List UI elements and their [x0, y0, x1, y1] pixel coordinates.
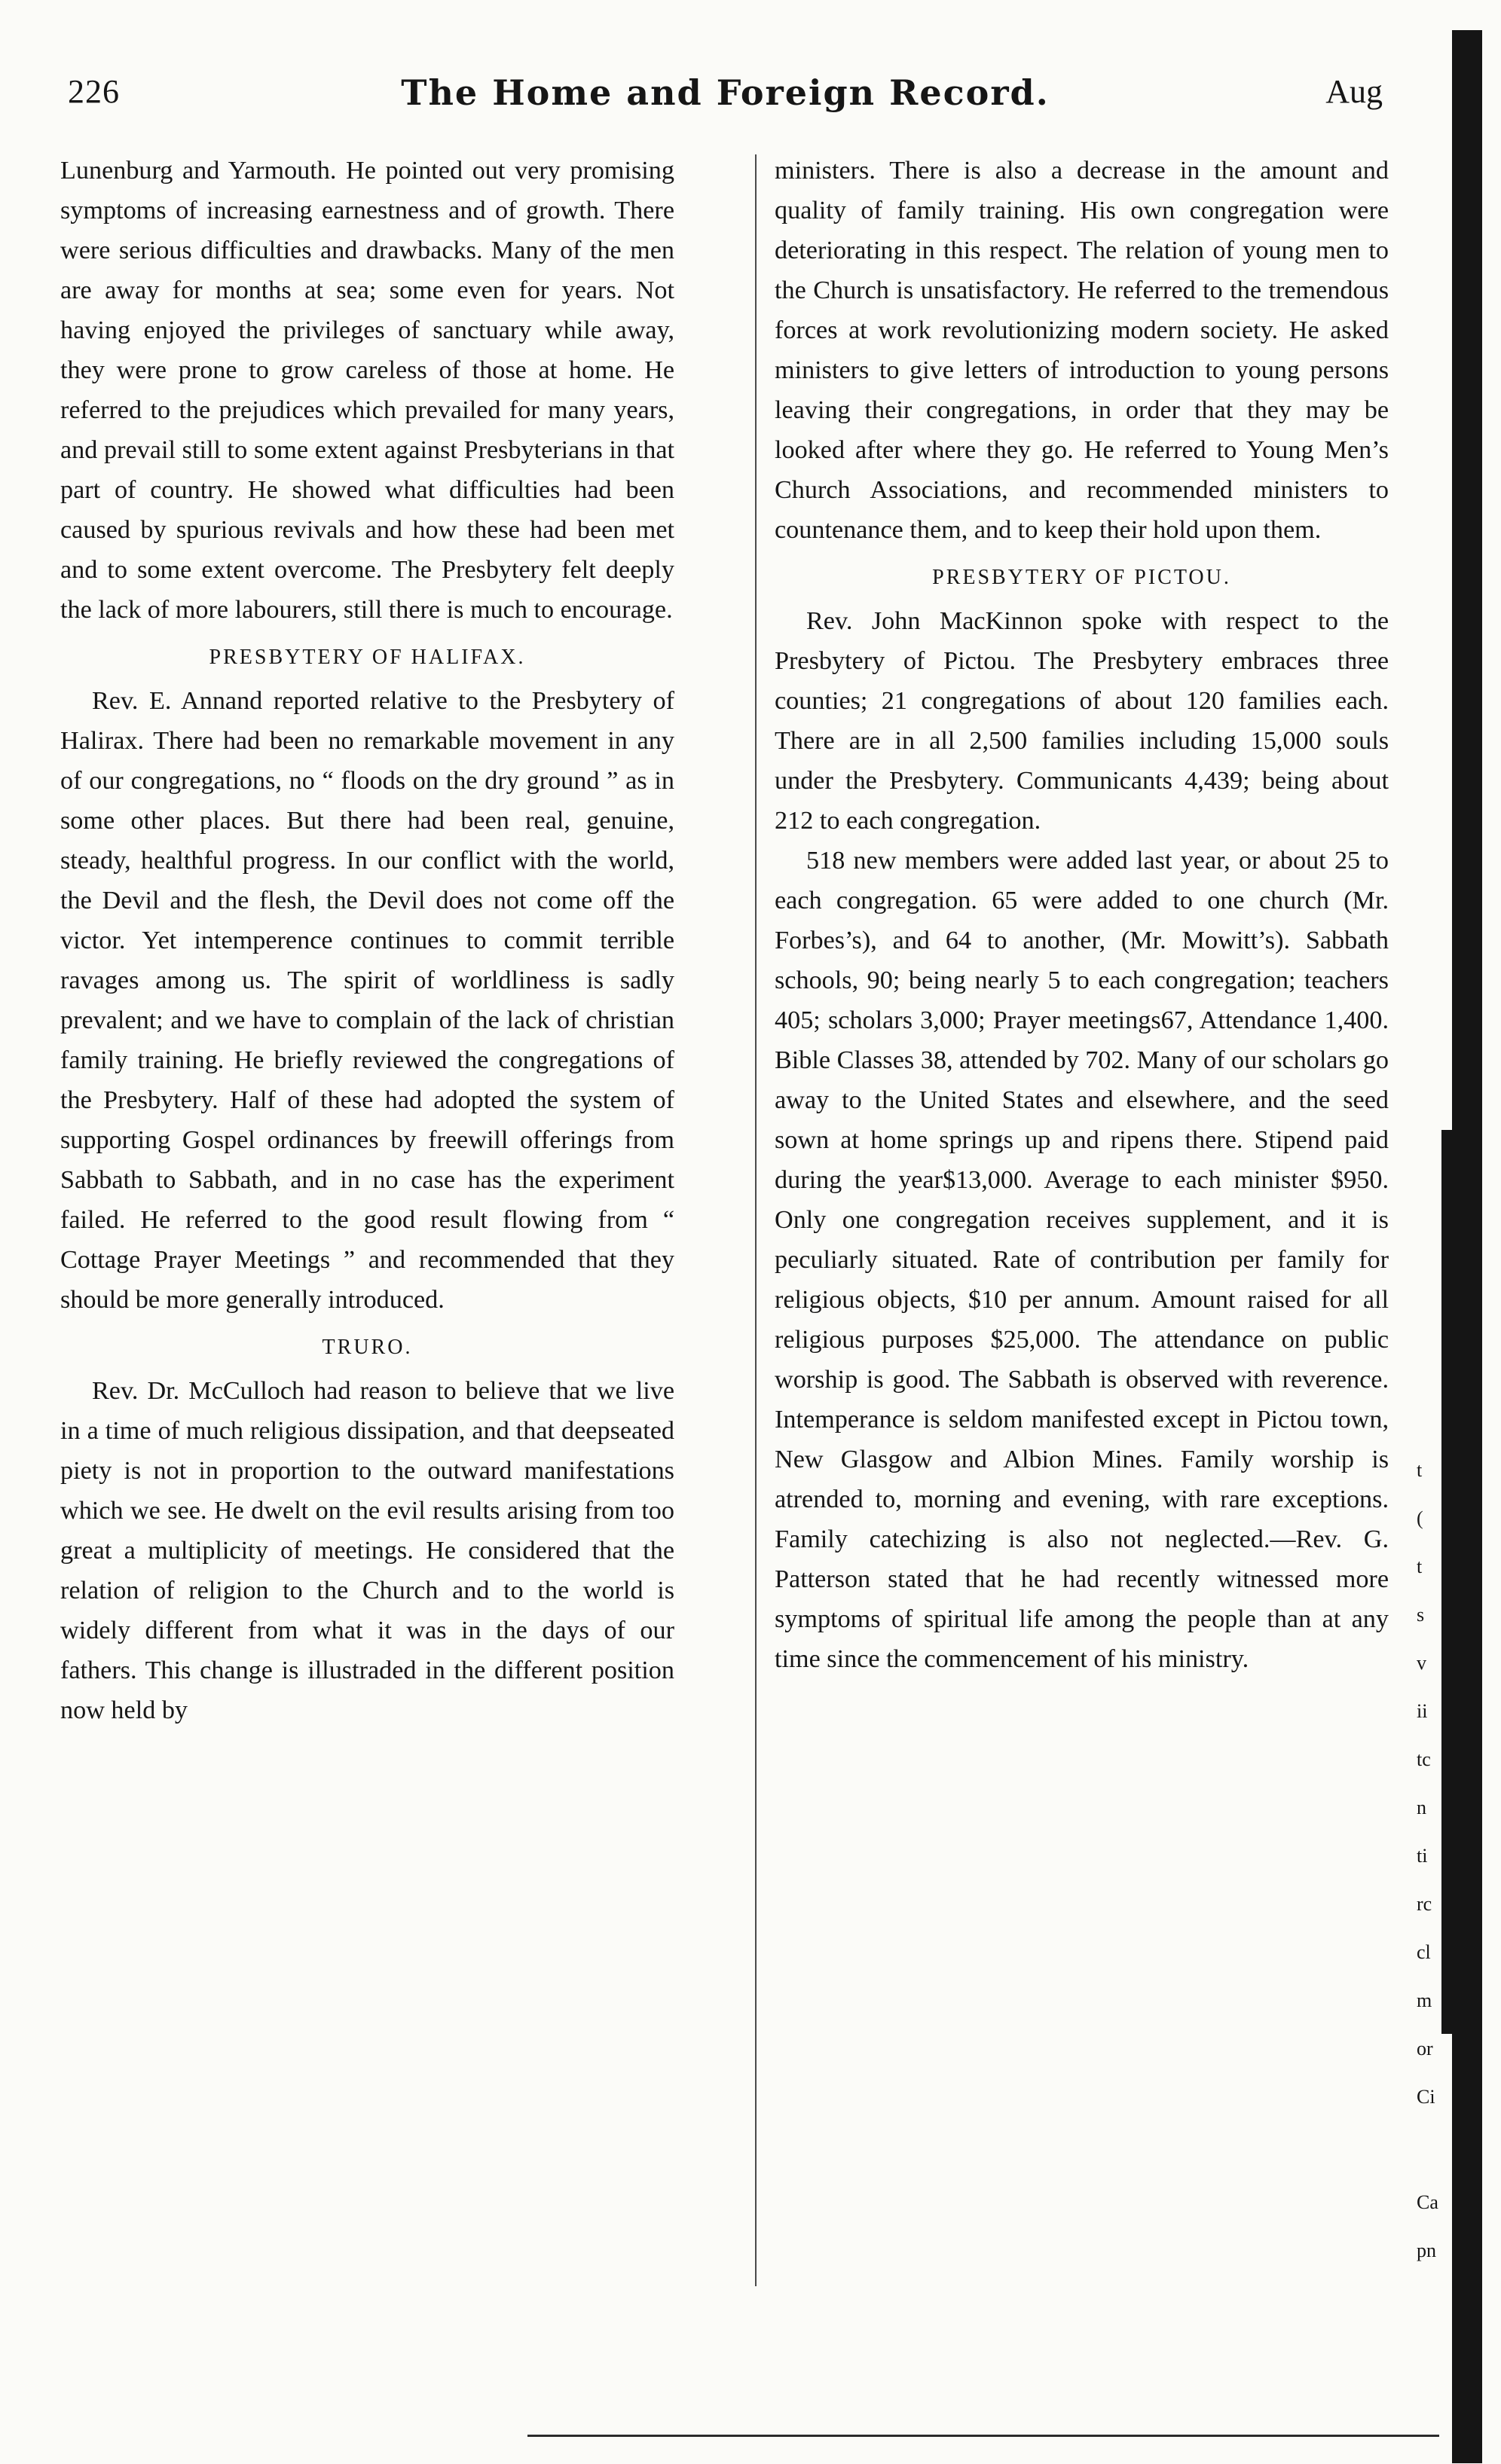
paragraph-pictou-statistics: 518 new members were added last year, or about 25 to each congregation. 65 were added to one church (Mr. Forbes’s), and 64 to another, (Mr. Mowitt’s). Sabbath schools, 90; being nearly 5 to each congregation; teachers 405; scholars 3,000; Prayer meetings67, Attendance 1,400. Bible Classes 38, attended by 702. Many of our scholars go away to the United States and elsewhere, and the seed sown at home springs up and ripens there. Stipend paid during the year$13,000. Average to each minister $950. Only one congregation receives supplement, and it is peculiarly situated. Rate of contribution per family for religious objects, $10 per annum. Amount raised for all religious purposes $25,000. The attendance on public worship is good. The Sabbath is observed with reverence. Intemperance is seldom manifested except in Pictou town, New Glasgow and Albion Mines. Family worship is atrended to, morning and evening, with rare exceptions. Family catechizing is also not neglected.—Rev. G. Patterson stated that he had recently witnessed more symptoms of spiritual life among the people than at any time since the commencement of his ministry. [775, 847, 1389, 1673]
margin-fragment: or [1417, 2038, 1433, 2059]
heading-presbytery-pictou: PRESBYTERY OF PICTOU. [932, 566, 1231, 589]
margin-fragment: pn [1417, 2240, 1436, 2261]
paragraph-ministers: ministers. There is also a decrease in the amount and quality of family training. His own congregation were deteriorating in this respect. The relation of young men to the Church is unsatisfactory. He referred to the tremendous forces at work revolutionizing modern society. He asked ministers to give letters of introduction to young persons leaving their congregations, in order that they may be looked after where they go. He referred to Young Men’s Church Associations, and recommended ministers to countenance them, and to keep their hold upon them. [775, 157, 1389, 544]
scanned-page-edge [1452, 30, 1482, 2463]
margin-fragment: s [1417, 1604, 1425, 1626]
paragraph-pictou: Rev. John MacKinnon spoke with respect to the Presbytery of Pictou. The Presbytery embraces three counties; 21 congregations of about 120 families each. There are in all 2,500 families including 15,000 souls under the Presbytery. Communicants 4,439; being about 212 to each congregation. [775, 607, 1389, 835]
paragraph-truro: Rev. Dr. McCulloch had reason to believe that we live in a time of much religious dissipation, and that deepseated piety is not in proportion to the outward manifestations which we see. He dwelt on the evil results arising from too great a multiplicity of meetings. He considered that the relation of religion to the Church and to the world is widely different from what it was in the days of our fathers. This change is illustraded in the different position now held by [60, 1377, 674, 1724]
paragraph-lunenburg: Lunenburg and Yarmouth. He pointed out very promising symptoms of increasing earnestness and of growth. There were serious difficulties and drawbacks. Many of the men are away for months at sea; some even for years. Not having enjoyed the privileges of sanctuary while away, they were prone to grow careless of those at home. He referred to the prejudices which prevailed for many years, and prevail still to some extent against Presbyterians in that part of country. He showed what difficulties had been caused by spurious revivals and how these had been met and to some extent overcome. The Presbytery felt deeply the lack of more labourers, still there is much to encourage. [60, 157, 674, 624]
running-header [68, 72, 1383, 125]
publication-title: The Home and Foreign Record. [401, 72, 1050, 113]
margin-fragment: ( [1417, 1507, 1423, 1529]
margin-fragment: v [1417, 1652, 1426, 1674]
running-month: Aug [1325, 73, 1383, 110]
page-number: 226 [68, 73, 120, 110]
margin-fragment: Ci [1417, 2086, 1435, 2108]
margin-fragment: ti [1417, 1845, 1428, 1867]
left-column [60, 151, 674, 1730]
margin-fragment: rc [1417, 1893, 1432, 1915]
margin-fragment: ii [1417, 1700, 1428, 1722]
paragraph-halifax: Rev. E. Annand reported relative to the Presbytery of Halirax. There had been no remarkable movement in any of our congregations, no “ floods on the dry ground ” as in some other places. But there had been real, genuine, steady, healthful progress. In our conflict with the world, the Devil and the flesh, the Devil does not come off the victor. Yet intemperence continues to commit terrible ravages among us. The spirit of worldliness is sadly prevalent; and we have to complain of the lack of christian family training. He briefly reviewed the congregations of the Presbytery. Half of these had adopted the system of supporting Gospel ordinances by freewill offerings from Sabbath to Sabbath, and in no case has the experiment failed. He referred to the good result flowing from “ Cottage Prayer Meetings ” and recommended that they should be more generally introduced. [60, 687, 674, 1314]
heading-presbytery-halifax: PRESBYTERY OF HALIFAX. [209, 646, 526, 669]
margin-fragment: cl [1417, 1941, 1431, 1963]
margin-fragment: Ca [1417, 2191, 1438, 2213]
bottom-edge-line [527, 2435, 1439, 2437]
margin-fragment: tc [1417, 1748, 1431, 1770]
margin-gap [1417, 2121, 1447, 2179]
column-divider [755, 154, 757, 2286]
heading-truro: TRURO. [322, 1336, 413, 1359]
margin-fragment: t [1417, 1459, 1423, 1481]
margin-fragment: m [1417, 1989, 1432, 2011]
margin-fragment: n [1417, 1797, 1426, 1818]
right-column [775, 151, 1389, 1679]
margin-fragment: t [1417, 1556, 1423, 1577]
